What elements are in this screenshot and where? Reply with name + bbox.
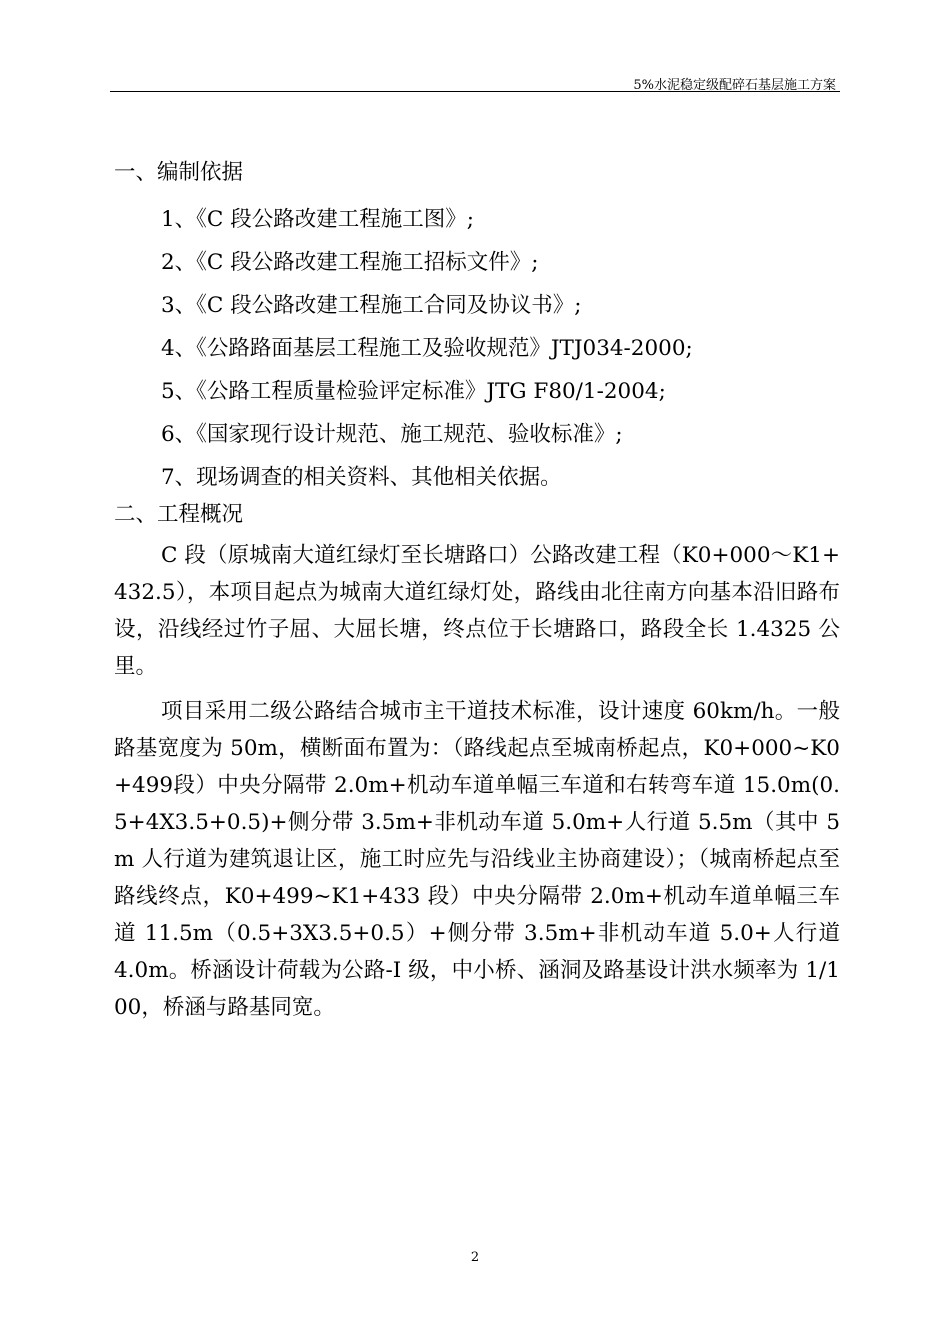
running-header-title: 5%水泥稳定级配碎石基层施工方案: [633, 78, 836, 93]
section-heading-overview: 二、工程概况: [114, 502, 244, 527]
basis-list: [114, 201, 840, 496]
list-item: 5、《公路工程质量检验评定标准》JTG F80/1-2004;: [161, 379, 666, 404]
list-item: 2、《C 段公路改建工程施工招标文件》;: [161, 250, 539, 275]
section-heading-basis: 一、编制依据: [114, 160, 244, 185]
paragraph-text: 项目采用二级公路结合城市主干道技术标准，设计速度 60km/h。一般路基宽度为 50m，横断面布置为：（路线起点至城南桥起点，K0+000~K0+499段）中央分隔带 2.0m+机动车道单幅三车道和右转弯车道 15.0m(0.5+4X3.5+0.5)+侧分带 3.5m+非机动车道 5.0m+人行道 5.5m（其中 5m 人行道为建筑退让区，施工时应先与沿线业主协商建设）；（城南桥起点至路线终点，K0+499~K1+433 段）中央分隔带 2.0m+机动车道单幅三车道 11.5m（0.5+3X3.5+0.5）+侧分带 3.5m+非机动车道 5.0+人行道 4.0m。桥涵设计荷载为公路-I 级，中小桥、涵洞及路基设计洪水频率为 1/100，桥涵与路基同宽。: [114, 699, 840, 1020]
document-body: [114, 150, 840, 1026]
header-divider: [110, 91, 840, 92]
list-item: 1、《C 段公路改建工程施工图》;: [161, 207, 474, 232]
overview-paragraph-1: [114, 537, 840, 685]
overview-paragraph-2: [114, 693, 840, 1026]
list-item: 7、现场调查的相关资料、其他相关依据。: [161, 465, 562, 490]
page-number: 2: [470, 1250, 480, 1265]
list-item: 6、《国家现行设计规范、施工规范、验收标准》;: [161, 422, 623, 447]
list-item: 4、《公路路面基层工程施工及验收规范》JTJ034-2000;: [161, 336, 693, 361]
list-item: 3、《C 段公路改建工程施工合同及协议书》;: [161, 293, 582, 318]
paragraph-text: C 段（原城南大道红绿灯至长塘路口）公路改建工程（K0+000～K1+432.5），本项目起点为城南大道红绿灯处，路线由北往南方向基本沿旧路布设，沿线经过竹子屈、大屈长塘，终点位于长塘路口，路段全长 1.4325 公里。: [114, 543, 840, 679]
